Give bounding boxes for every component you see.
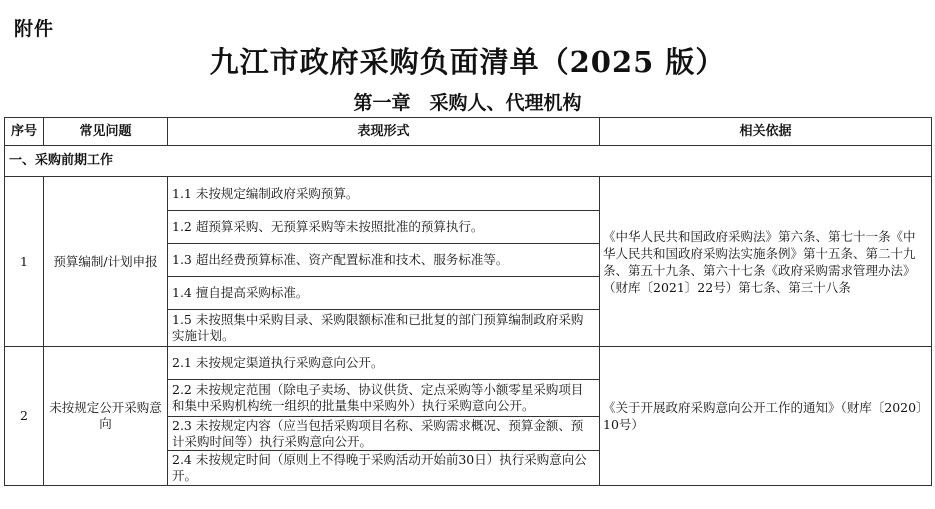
problem-cell: 未按规定公开采购意向 [44,347,168,486]
problem-cell: 预算编制/计划申报 [44,177,168,347]
document-title: 九江市政府采购负面清单（2025 版） [209,45,726,79]
table-row [5,177,932,211]
basis-cell: 《中华人民共和国政府采购法》第六条、第七十一条《中华人民共和国政府采购法实施条例》第十五条、第二十九条、第五十九条、第六十七条《政府采购需求管理办法》（财库〔2021〕22号）第七条、第三十八条 [600,177,932,347]
basis-cell: 《关于开展政府采购意向公开工作的通知》（财库〔2020〕10号） [600,347,932,486]
section-title: 一、采购前期工作 [5,146,932,177]
header-form: 表现形式 [168,118,600,146]
header-basis: 相关依据 [600,118,932,146]
negative-list-table [4,117,932,486]
form-cell: 1.4 擅自提高采购标准。 [168,277,600,310]
form-cell: 2.2 未按规定范围（除电子卖场、协议供货、定点采购等小额零星采购项目和集中采购机构统一组织的批量集中采购外）执行采购意向公开。 [168,380,600,417]
table-header-row [5,118,932,146]
section-row [5,146,932,177]
form-cell: 2.3 未按规定内容（应当包括采购项目名称、采购需求概况、预算金额、预计采购时间等）执行采购意向公开。 [168,417,600,451]
form-cell: 1.2 超预算采购、无预算采购等未按照批准的预算执行。 [168,211,600,244]
form-cell: 1.1 未按规定编制政府采购预算。 [168,177,600,211]
form-cell: 2.1 未按规定渠道执行采购意向公开。 [168,347,600,380]
form-cell: 1.5 未按照集中采购目录、采购限额标准和已批复的部门预算编制政府采购实施计划。 [168,310,600,347]
table-row [5,347,932,380]
form-cell: 1.3 超出经费预算标准、资产配置标准和技术、服务标准等。 [168,244,600,277]
row-number: 1 [5,177,44,347]
row-number: 2 [5,347,44,486]
chapter-heading: 第一章 采购人、代理机构 [353,92,582,114]
form-cell: 2.4 未按规定时间（原则上不得晚于采购活动开始前30日）执行采购意向公开。 [168,451,600,486]
attachment-label: 附件 [14,18,55,40]
header-index: 序号 [5,118,44,146]
header-problem: 常见问题 [44,118,168,146]
